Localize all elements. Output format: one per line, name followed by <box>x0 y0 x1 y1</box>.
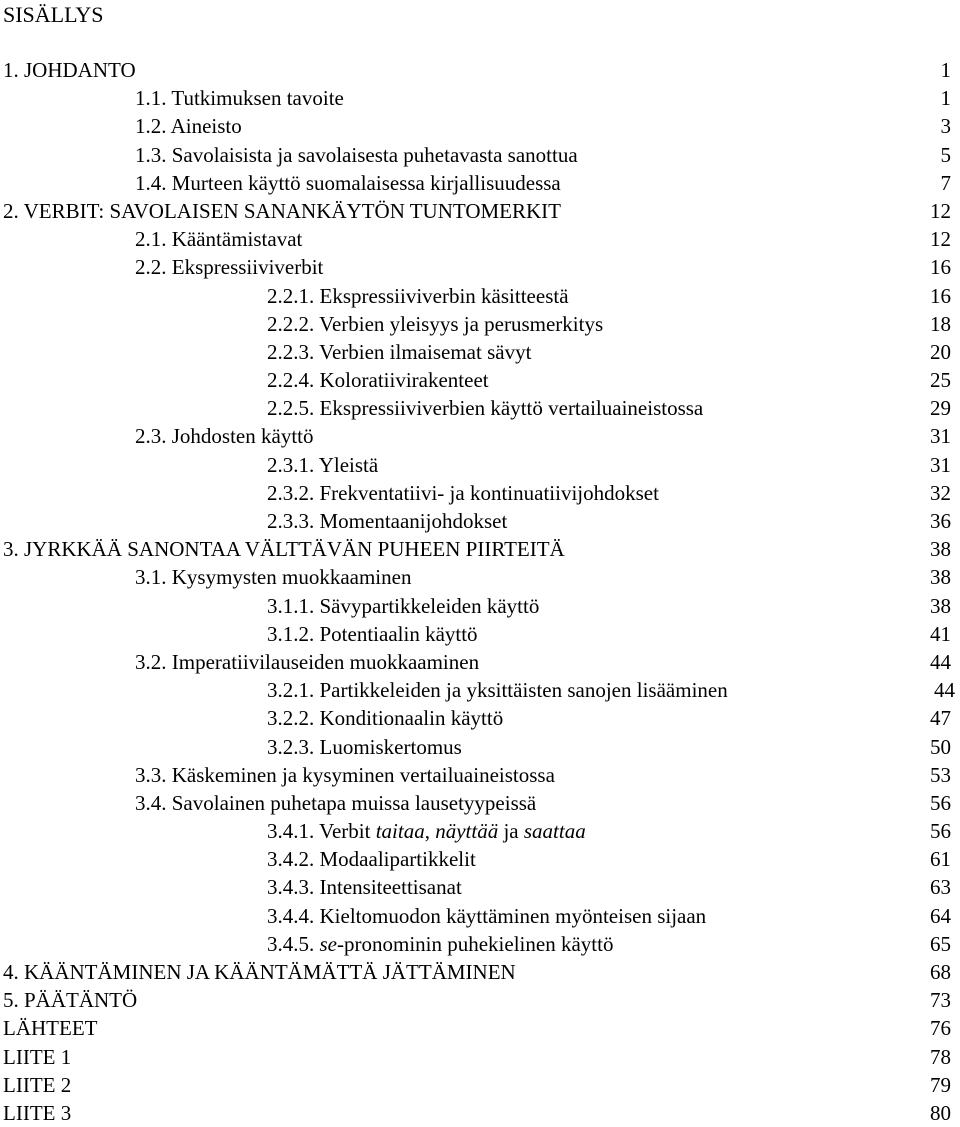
toc-entry-label <box>267 817 586 845</box>
toc-entry-label: 1.1. Tutkimuksen tavoite <box>135 86 344 111</box>
toc-entry-page-number: 68 <box>930 960 951 984</box>
label-segment: 3.4.1. Verbit <box>267 819 376 844</box>
toc-entry[interactable] <box>0 282 960 310</box>
label-segment: -pronominin puhekielinen käyttö <box>337 931 614 956</box>
toc-entry-page-number: 1 <box>940 86 951 111</box>
toc-entry[interactable] <box>0 733 960 761</box>
italic-term: se <box>319 931 337 956</box>
toc-entry[interactable] <box>0 197 960 225</box>
toc-entry[interactable] <box>0 310 960 338</box>
toc-entry-page-number: 3 <box>940 114 951 139</box>
toc-entry-label: 2.2.4. Koloratiivirakenteet <box>267 368 489 393</box>
toc-entry[interactable] <box>0 253 960 281</box>
toc-entry[interactable] <box>0 112 960 140</box>
toc-entry-label: 2.2.2. Verbien yleisyys ja perusmerkitys <box>267 311 604 336</box>
toc-entry[interactable] <box>0 592 960 620</box>
toc-entry-label: 3.4.4. Kieltomuodon käyttäminen myönteisen sijaan <box>267 903 707 928</box>
toc-entry-page-number: 5 <box>940 142 951 167</box>
toc-entry-label: 1.2. Aineisto <box>135 114 242 139</box>
toc-entry[interactable] <box>0 366 960 394</box>
toc-entry-label: 3.3. Käskeminen ja kysyminen vertailuaineistossa <box>135 762 555 787</box>
italic-term: saattaa <box>523 819 586 844</box>
toc-entry[interactable] <box>0 338 960 366</box>
toc-entry-label <box>267 930 613 958</box>
toc-entry-label: 2.2.1. Ekspressiiviverbin käsitteestä <box>267 283 569 308</box>
toc-entry-page-number: 18 <box>930 311 951 336</box>
toc-entry-label: 3.2.3. Luomiskertomus <box>267 734 462 759</box>
toc-entry[interactable] <box>0 902 960 930</box>
toc-entry-page-number: 73 <box>930 988 951 1013</box>
label-segment: 3.4.5. <box>267 931 320 956</box>
italic-term: näyttää <box>435 819 499 844</box>
toc-entry[interactable] <box>0 873 960 901</box>
toc-entry-page-number: 12 <box>930 227 951 252</box>
toc-entry-page-number: 29 <box>930 396 951 421</box>
toc-entry-page-number: 65 <box>930 931 951 956</box>
toc-entry-page-number: 44 <box>934 678 955 703</box>
toc-entry-label: 3.1.2. Potentiaalin käyttö <box>267 621 478 646</box>
toc-entry[interactable] <box>0 1014 960 1042</box>
toc-entry[interactable] <box>0 394 960 422</box>
toc-entry-page-number: 38 <box>930 593 951 618</box>
toc-entry-label: 2.3.3. Momentaanijohdokset <box>267 509 508 533</box>
toc-entry-page-number: 12 <box>930 198 951 223</box>
toc-entry-page-number: 79 <box>930 1072 951 1097</box>
toc-entry-page-number: 61 <box>930 847 951 872</box>
toc-entry-page-number: 80 <box>930 1100 951 1125</box>
toc-entry[interactable] <box>0 817 960 845</box>
toc-entry-page-number: 38 <box>930 565 951 590</box>
toc-entry-label: 3.2.1. Partikkeleiden ja yksittäisten sanojen lisääminen <box>267 678 728 703</box>
toc-entry[interactable] <box>0 704 960 732</box>
toc-entry-label: LÄHTEET <box>3 1016 98 1041</box>
label-segment: ja <box>498 819 524 844</box>
toc-entry[interactable] <box>0 479 960 507</box>
toc-entry[interactable] <box>0 1099 960 1127</box>
toc-entry-label: 3.4.2. Modaalipartikkelit <box>267 847 476 872</box>
toc-entry-label: 3.4.3. Intensiteettisanat <box>267 875 462 900</box>
italic-term: taitaa <box>375 819 425 844</box>
toc-entry-page-number: 53 <box>930 762 951 787</box>
toc-entry-page-number: 63 <box>930 875 951 900</box>
label-segment: , <box>424 819 436 844</box>
toc-entry-page-number: 36 <box>930 509 951 533</box>
toc-entry-label: 1.3. Savolaisista ja savolaisesta puhetavasta sanottua <box>135 142 578 167</box>
toc-entry-page-number: 32 <box>930 480 951 505</box>
toc-entry-page-number: 31 <box>930 424 951 449</box>
toc-entry-page-number: 64 <box>930 903 951 928</box>
toc-entry-label: 2.2. Ekspressiiviverbit <box>135 255 324 280</box>
toc-entry-label: 2.3. Johdosten käyttö <box>135 424 314 449</box>
toc-entry[interactable] <box>0 563 960 591</box>
toc-entry-label: 3.1. Kysymysten muokkaaminen <box>135 565 412 590</box>
toc-entry-label: 2.2.5. Ekspressiiviverbien käyttö vertailuaineistossa <box>267 396 704 421</box>
toc-entry[interactable] <box>0 225 960 253</box>
toc-entry-page-number: 56 <box>930 819 951 844</box>
toc-entry-label: 1. JOHDANTO <box>3 58 136 82</box>
toc-entry-page-number: 7 <box>940 170 951 195</box>
toc-entry-page-number: 16 <box>930 283 951 308</box>
toc-entry-label: 1.4. Murteen käyttö suomalaisessa kirjallisuudessa <box>135 170 561 195</box>
toc-entry-page-number: 20 <box>930 339 951 364</box>
toc-entry-page-number: 41 <box>930 621 951 646</box>
toc-entry[interactable] <box>0 141 960 169</box>
toc-entry-label: 3.1.1. Sävypartikkeleiden käyttö <box>267 593 540 618</box>
toc-entry-page-number: 56 <box>930 790 951 815</box>
toc-entry[interactable] <box>0 56 960 84</box>
toc-entry-label: 3.2.2. Konditionaalin käyttö <box>267 706 504 731</box>
toc-entry-page-number: 76 <box>930 1016 951 1041</box>
toc-entry[interactable] <box>0 535 960 563</box>
toc-entry[interactable] <box>0 845 960 873</box>
toc-entry-page-number: 25 <box>930 368 951 393</box>
toc-entry-label: 2.3.2. Frekventatiivi- ja kontinuatiivijohdokset <box>267 480 659 505</box>
toc-entry-page-number: 47 <box>930 706 951 731</box>
toc-entry[interactable] <box>0 676 960 704</box>
toc-entry-label: 2. VERBIT: SAVOLAISEN SANANKÄYTÖN TUNTOMERKIT <box>3 198 561 223</box>
toc-entry-label: LIITE 3 <box>3 1100 72 1125</box>
toc-entry-page-number: 1 <box>940 58 951 82</box>
toc-entry[interactable] <box>0 84 960 112</box>
toc-entry-page-number: 50 <box>930 734 951 759</box>
toc-entry[interactable] <box>0 169 960 197</box>
toc-entry[interactable] <box>0 1071 960 1099</box>
toc-entry-label: 3.4. Savolainen puhetapa muissa lausetyypeissä <box>135 790 537 815</box>
toc-entry-label: 4. KÄÄNTÄMINEN JA KÄÄNTÄMÄTTÄ JÄTTÄMINEN <box>3 960 516 984</box>
toc-entry-label: 5. PÄÄTÄNTÖ <box>3 988 138 1013</box>
toc-entry-page-number: 16 <box>930 255 951 280</box>
toc-entry-label: LIITE 2 <box>3 1072 72 1097</box>
table-of-contents <box>0 56 960 1127</box>
toc-entry[interactable] <box>0 761 960 789</box>
toc-entry[interactable] <box>0 958 960 986</box>
toc-entry-page-number: 44 <box>930 649 951 674</box>
toc-entry-page-number: 38 <box>930 537 951 562</box>
toc-entry[interactable] <box>0 789 960 817</box>
toc-heading: SISÄLLYS <box>3 2 104 27</box>
toc-entry-page-number: 31 <box>930 452 951 477</box>
toc-entry[interactable] <box>0 1043 960 1071</box>
toc-entry[interactable] <box>0 930 960 958</box>
toc-entry[interactable] <box>0 648 960 676</box>
toc-entry[interactable] <box>0 422 960 450</box>
toc-entry-page-number: 78 <box>930 1044 951 1069</box>
toc-entry-label: 2.1. Kääntämistavat <box>135 227 303 252</box>
toc-entry-label: 3. JYRKKÄÄ SANONTAA VÄLTTÄVÄN PUHEEN PIIRTEITÄ <box>3 537 565 562</box>
toc-entry-label: 2.3.1. Yleistä <box>267 452 379 477</box>
toc-entry[interactable] <box>0 451 960 479</box>
toc-entry-label: 2.2.3. Verbien ilmaisemat sävyt <box>267 339 532 364</box>
toc-entry-label: LIITE 1 <box>3 1044 72 1069</box>
toc-entry[interactable] <box>0 986 960 1014</box>
toc-entry[interactable] <box>0 620 960 648</box>
toc-entry[interactable] <box>0 507 960 535</box>
toc-entry-label: 3.2. Imperatiivilauseiden muokkaaminen <box>135 649 480 674</box>
